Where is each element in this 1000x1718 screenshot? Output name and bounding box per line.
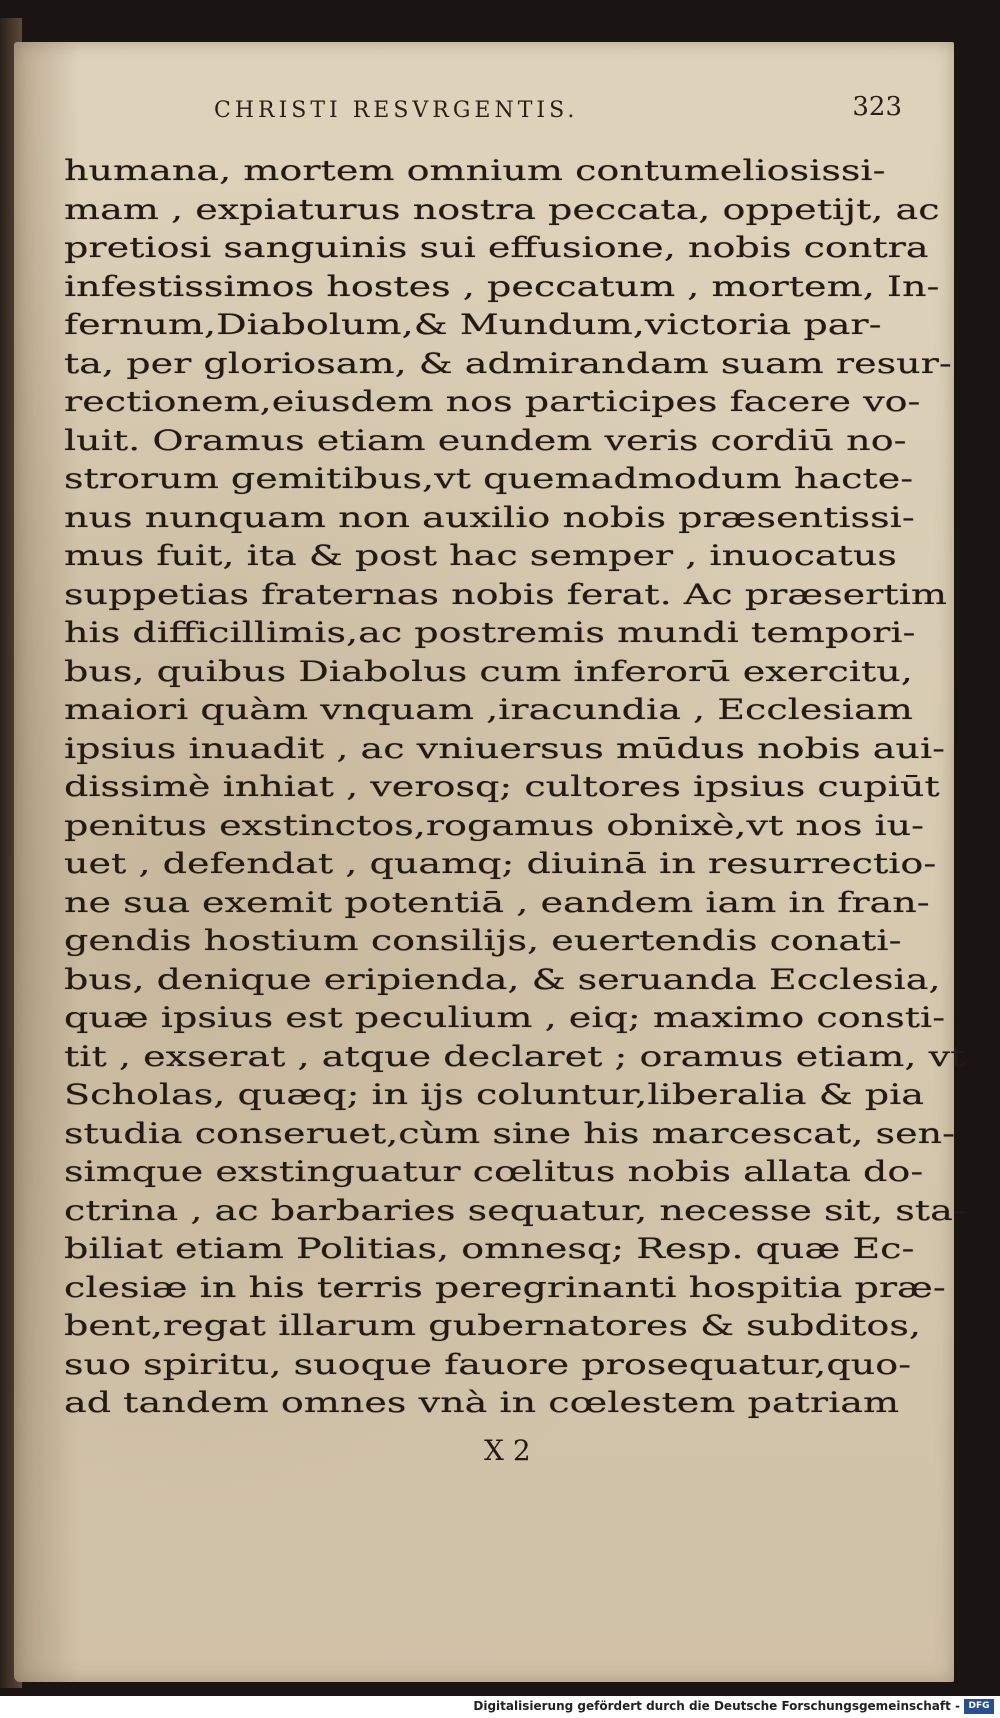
text-line: mam , expiaturus nostra peccata, oppetijt, ac <box>64 192 940 226</box>
text-line: quæ ipsius est peculium , eiq; maximo consti- <box>64 1001 946 1034</box>
text-line: suo spiritu, suoque fauore prosequatur,quo- <box>64 1347 912 1381</box>
text-line: gendis hostium consilijs, euertendis conati- <box>64 924 902 957</box>
text-line: rectionem,eiusdem nos participes facere vo- <box>64 385 921 418</box>
text-line: suppetias fraternas nobis ferat. Ac præsertim <box>64 577 947 611</box>
text-line: mus fuit, ita & post hac semper , inuocatus <box>64 539 897 572</box>
text-line: ctrina , ac barbaries sequatur, necesse sit, sta- <box>64 1193 966 1227</box>
page-number: 323 <box>852 92 902 122</box>
text-line: bus, quibus Diabolus cum inferorū exercitu, <box>64 654 913 688</box>
text-line: uet , defendat , quamq; diuinā in resurrectio- <box>64 847 937 880</box>
text-line: penitus exstinctos,rogamus obnixè,vt nos iu- <box>64 808 925 842</box>
text-line: studia conseruet,cùm sine his marcescat, sen- <box>64 1116 956 1150</box>
text-line: simque exstinguatur cœlitus nobis allata do- <box>64 1155 924 1188</box>
text-line: pretiosi sanguinis sui effusione, nobis contra <box>64 231 929 264</box>
text-line: Scholas, quæq; in ijs coluntur,liberalia & pia <box>64 1078 924 1111</box>
text-line: strorum gemitibus,vt quemadmodum hacte- <box>64 462 914 495</box>
text-line: his difficillimis,ac postremis mundi tempori- <box>64 616 916 649</box>
dfg-logo-icon: DFG <box>964 1699 994 1714</box>
digitization-footer <box>0 1696 1000 1718</box>
text-line: luit. Oramus etiam eundem veris cordiū no- <box>64 423 907 457</box>
text-line: ipsius inuadit , ac vniuersus mūdus nobis aui- <box>64 731 946 765</box>
text-line: humana, mortem omnium contumeliosissi- <box>64 154 886 187</box>
running-title: CHRISTI RESVRGENTIS. <box>214 98 579 123</box>
body-text <box>64 152 966 1423</box>
funding-credit: Digitalisierung gefördert durch die Deutsche Forschungsgemeinschaft - <box>473 1699 960 1713</box>
text-line: ad tandem omnes vnà in cœlestem patriam <box>64 1386 900 1419</box>
text-line: bus, denique eripienda, & seruanda Ecclesia, <box>64 962 941 996</box>
text-line: ta, per gloriosam, & admirandam suam resur- <box>64 346 952 380</box>
text-line: bent,regat illarum gubernatores & subditos, <box>64 1309 921 1342</box>
book-page <box>14 42 966 1682</box>
text-line: tit , exserat , atque declaret ; oramus etiam, vt <box>64 1039 966 1073</box>
page-header <box>214 92 914 132</box>
text-line: maiori quàm vnquam ,iracundia , Ecclesiam <box>64 693 913 726</box>
text-line: dissimè inhiat , verosq; cultores ipsius cupiūt <box>64 770 940 803</box>
text-line: fernum,Diabolum,& Mundum,victoria par- <box>64 308 882 341</box>
text-line: infestissimos hostes , peccatum , mortem, In- <box>64 269 940 303</box>
text-line: clesiæ in his terris peregrinanti hospitia præ- <box>64 1270 946 1304</box>
signature-mark: X 2 <box>484 1434 531 1467</box>
text-line: ne sua exemit potentiā , eandem iam in fran- <box>64 885 930 919</box>
text-line: biliat etiam Politias, omnesq; Resp. quæ Ec- <box>64 1232 915 1265</box>
text-line: nus nunquam non auxilio nobis præsentissi- <box>64 500 915 534</box>
